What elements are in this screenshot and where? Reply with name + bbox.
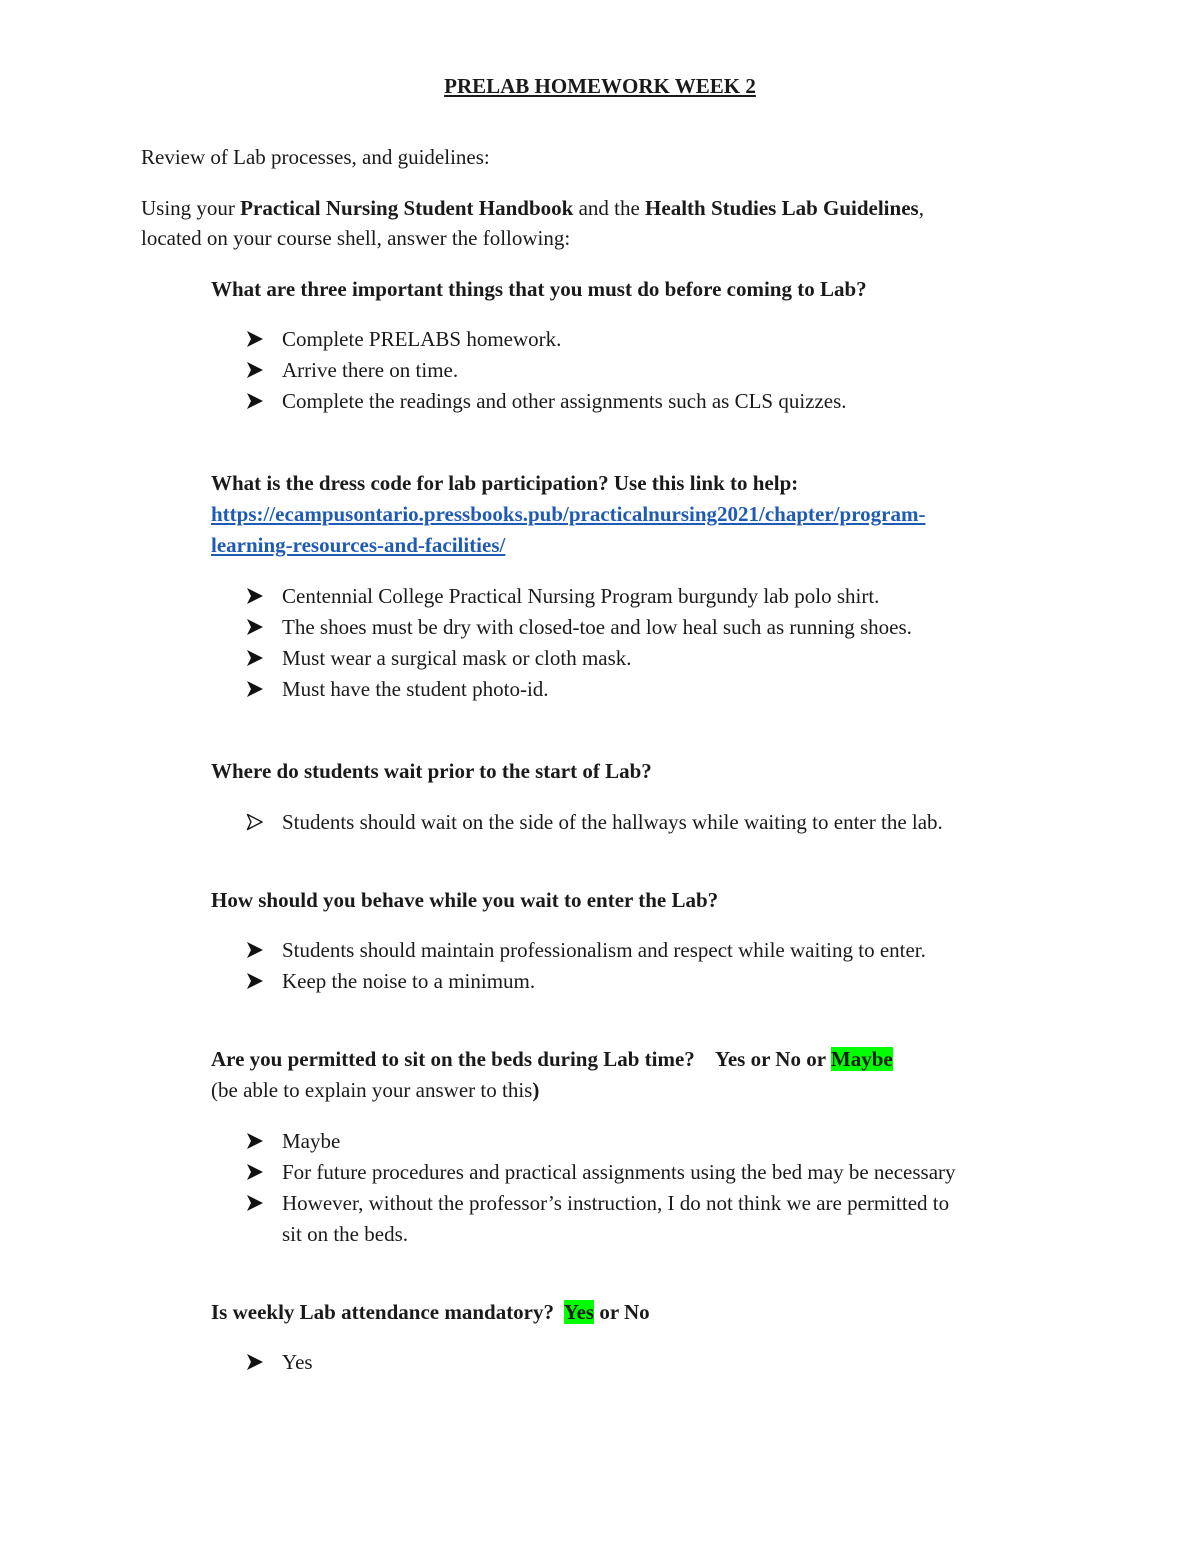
list-item: Maybe — [246, 1126, 340, 1156]
arrow-bullet-icon — [246, 966, 282, 996]
list-item: The shoes must be dry with closed-toe and low heal such as running shoes. — [246, 612, 912, 642]
arrow-bullet-icon — [246, 1188, 282, 1218]
arrow-bullet-icon — [246, 643, 282, 673]
arrow-bullet-icon — [246, 674, 282, 704]
list-item: Must have the student photo-id. — [246, 674, 549, 704]
list-item: Yes — [246, 1347, 313, 1377]
list-item: Students should maintain professionalism and respect while waiting to enter. — [246, 935, 926, 965]
question-3: Where do students wait prior to the start of Lab? — [211, 759, 652, 783]
question-6: Is weekly Lab attendance mandatory? Yes or No — [211, 1300, 650, 1324]
list-item: Keep the noise to a minimum. — [246, 966, 535, 996]
arrow-bullet-icon — [246, 1126, 282, 1156]
question-4: How should you behave while you wait to enter the Lab? — [211, 888, 719, 912]
arrow-bullet-icon — [246, 612, 282, 642]
intro-instructions: Using your Practical Nursing Student Handbook and the Health Studies Lab Guidelines, — [141, 196, 924, 220]
question-2: What is the dress code for lab participation? Use this link to help: — [211, 471, 799, 495]
arrow-bullet-icon — [246, 355, 282, 385]
resource-link-cont[interactable]: learning-resources-and-facilities/ — [211, 533, 506, 557]
highlighted-answer: Yes — [563, 1300, 595, 1324]
intro-instructions-cont: located on your course shell, answer the following: — [141, 226, 571, 250]
arrow-bullet-icon — [246, 1347, 282, 1377]
intro-line: Review of Lab processes, and guidelines: — [141, 145, 490, 169]
list-item: For future procedures and practical assignments using the bed may be necessary — [246, 1157, 956, 1187]
list-item-continuation: sit on the beds. — [282, 1222, 408, 1246]
handbook-reference: Practical Nursing Student Handbook — [240, 196, 574, 220]
arrow-bullet-icon — [246, 324, 282, 354]
question-5-note: (be able to explain your answer to this) — [211, 1078, 540, 1102]
arrow-bullet-icon — [246, 1157, 282, 1187]
question-5: Are you permitted to sit on the beds during Lab time? Yes or No or Maybe — [211, 1047, 893, 1071]
list-item: Complete the readings and other assignments such as CLS quizzes. — [246, 386, 847, 416]
highlighted-answer: Maybe — [830, 1047, 893, 1071]
page-title: PRELAB HOMEWORK WEEK 2 — [444, 74, 756, 98]
arrow-bullet-icon — [246, 386, 282, 416]
arrow-bullet-icon — [246, 581, 282, 611]
guidelines-reference: Health Studies Lab Guidelines — [645, 196, 919, 220]
resource-link[interactable]: https://ecampusontario.pressbooks.pub/practicalnursing2021/chapter/program- — [211, 502, 926, 526]
list-item: Students should wait on the side of the hallways while waiting to enter the lab. — [246, 807, 943, 837]
list-item: Complete PRELABS homework. — [246, 324, 561, 354]
arrow-outline-bullet-icon — [246, 807, 282, 837]
list-item: Centennial College Practical Nursing Program burgundy lab polo shirt. — [246, 581, 879, 611]
list-item: However, without the professor’s instruction, I do not think we are permitted to — [246, 1188, 949, 1218]
list-item: Arrive there on time. — [246, 355, 458, 385]
question-1: What are three important things that you must do before coming to Lab? — [211, 277, 867, 301]
list-item: Must wear a surgical mask or cloth mask. — [246, 643, 632, 673]
arrow-bullet-icon — [246, 935, 282, 965]
